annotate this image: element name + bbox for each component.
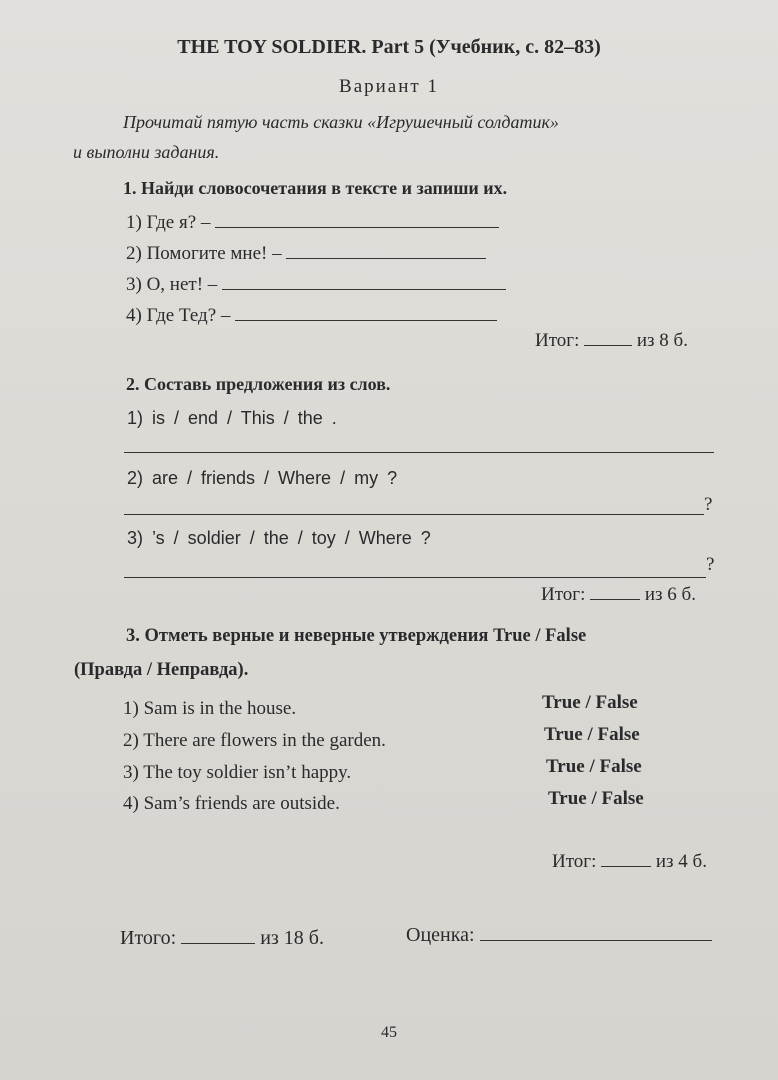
task1-heading: 1. Найди словосочетания в тексте и запиши их. <box>123 178 508 198</box>
instruction-line-1: Прочитай пятую часть сказки «Игрушечный солдатик» <box>123 112 559 132</box>
task1-answer-line-4[interactable] <box>235 319 497 321</box>
task3-statement-2: 2) There are flowers in the garden. <box>123 730 386 751</box>
grade-label: Оценка: <box>406 924 475 946</box>
task1-score-total: из 8 б. <box>636 330 688 351</box>
variant-label: Вариант 1 <box>339 76 439 97</box>
task3-statement-3: 3) The toy soldier isn’t happy. <box>123 762 352 783</box>
task1-item-2-text: 2) Помогите мне! – <box>126 243 282 264</box>
task1-item-3-text: 3) О, нет! – <box>126 274 218 295</box>
total-score-blank[interactable] <box>181 942 255 944</box>
task3-true-false-2[interactable]: True / False <box>544 724 640 745</box>
task2-score <box>541 584 696 606</box>
instruction-line-2: и выполни задания. <box>73 142 220 162</box>
grade-blank[interactable] <box>480 939 712 941</box>
total-score <box>120 927 324 950</box>
task2-answer-line-2[interactable] <box>124 514 704 515</box>
total-score-max: из 18 б. <box>260 927 324 949</box>
task1-item-4-text: 4) Где Тед? – <box>126 305 231 326</box>
task2-score-blank[interactable] <box>590 598 640 600</box>
task3-true-false-4[interactable]: True / False <box>548 788 644 809</box>
task1-score <box>535 330 688 352</box>
page-number: 45 <box>381 1024 397 1041</box>
task1-answer-line-2[interactable] <box>286 257 486 259</box>
task3-score-label: Итог: <box>552 851 597 872</box>
task3-statement-1: 1) Sam is in the house. <box>123 698 297 719</box>
task1-item-2 <box>126 243 486 265</box>
task1-answer-line-1[interactable] <box>215 226 499 228</box>
task1-score-label: Итог: <box>535 330 580 351</box>
grade <box>406 924 712 947</box>
task3-true-false-1[interactable]: True / False <box>542 692 638 713</box>
task3-statement-4: 4) Sam’s friends are outside. <box>123 793 340 814</box>
task2-item-3: 3) ’s / soldier / the / toy / Where ? <box>127 528 431 548</box>
task3-heading-line-2: (Правда / Неправда). <box>74 660 249 680</box>
task1-item-1 <box>126 212 499 234</box>
task2-score-label: Итог: <box>541 584 586 605</box>
task3-score-blank[interactable] <box>601 865 651 867</box>
task3-score-total: из 4 б. <box>655 851 707 872</box>
task1-item-4 <box>126 305 497 327</box>
task2-score-total: из 6 б. <box>644 584 696 605</box>
task2-answer-line-3[interactable] <box>124 577 706 578</box>
task2-question-mark-2: ? <box>704 494 713 515</box>
task2-heading: 2. Составь предложения из слов. <box>126 374 391 394</box>
task1-item-3 <box>126 274 506 296</box>
task1-score-blank[interactable] <box>584 344 632 346</box>
task2-answer-line-1[interactable] <box>124 452 714 453</box>
task3-heading-line-1: 3. Отметь верные и неверные утверждения True / False <box>126 626 587 646</box>
task3-true-false-3[interactable]: True / False <box>546 756 642 777</box>
task2-item-2: 2) are / friends / Where / my ? <box>127 468 398 488</box>
task1-item-1-text: 1) Где я? – <box>126 212 211 233</box>
task2-item-1: 1) is / end / This / the . <box>127 408 337 428</box>
task1-answer-line-3[interactable] <box>222 288 506 290</box>
task2-question-mark-3: ? <box>706 554 715 575</box>
page-title: THE TOY SOLDIER. Part 5 (Учебник, с. 82–83) <box>177 36 601 58</box>
task3-score <box>552 851 707 873</box>
total-score-label: Итого: <box>120 927 177 949</box>
